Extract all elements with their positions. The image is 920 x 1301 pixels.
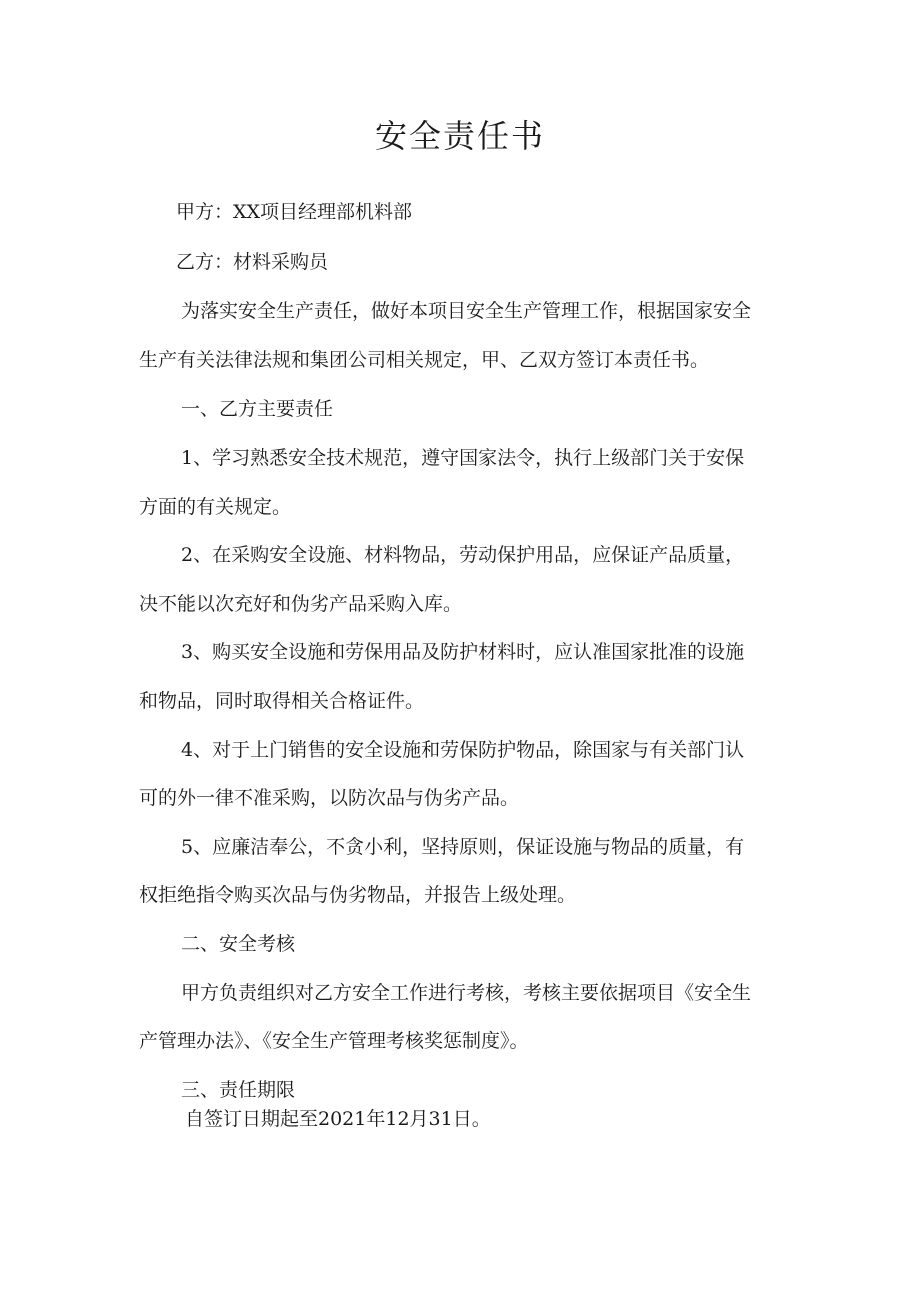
item-2-line-1: 2、在采购安全设施、材料物品，劳动保护用品，应保证产品质量， [181,544,745,566]
intro-line-2: 生产有关法律法规和集团公司相关规定，甲、乙双方签订本责任书。 [139,349,710,371]
item-4-line-2: 可的外一律不准采购，以防次品与伪劣产品。 [139,787,520,809]
section-3-heading: 三、责任期限 [181,1079,296,1101]
item-3-line-1: 3、购买安全设施和劳保用品及防护材料时，应认准国家批准的设施 [181,641,745,663]
item-2-line-2: 决不能以次充好和伪劣产品采购入库。 [139,593,463,615]
item-5-line-2: 权拒绝指令购买次品与伪劣物品，并报告上级处理。 [139,884,577,906]
party-b: 乙方：材料采购员 [176,251,329,273]
item-5-line-1: 5、应廉洁奉公，不贪小利，坚持原则，保证设施与物品的质量，有 [181,836,745,858]
item-1-line-1: 1、学习熟悉安全技术规范，遵守国家法令，执行上级部门关于安保 [181,447,745,469]
section-1-heading: 一、乙方主要责任 [181,398,334,420]
section-3-body: 自签订日期起至2021年12月31日。 [185,1108,491,1130]
section-2-line-2: 产管理办法》、《安全生产管理考核奖惩制度》。 [139,1030,529,1052]
item-4-line-1: 4、对于上门销售的安全设施和劳保防护物品，除国家与有关部门认 [181,739,745,761]
item-1-line-2: 方面的有关规定。 [139,496,292,518]
party-a: 甲方：XX项目经理部机料部 [176,201,413,223]
item-3-line-2: 和物品，同时取得相关合格证件。 [139,690,425,712]
section-2-heading: 二、安全考核 [181,933,296,955]
intro-line-1: 为落实安全生产责任，做好本项目安全生产管理工作，根据国家安全 [181,300,752,322]
document-title: 安全责任书 [374,117,545,155]
section-2-line-1: 甲方负责组织对乙方安全工作进行考核，考核主要依据项目《安全生 [181,982,752,1004]
